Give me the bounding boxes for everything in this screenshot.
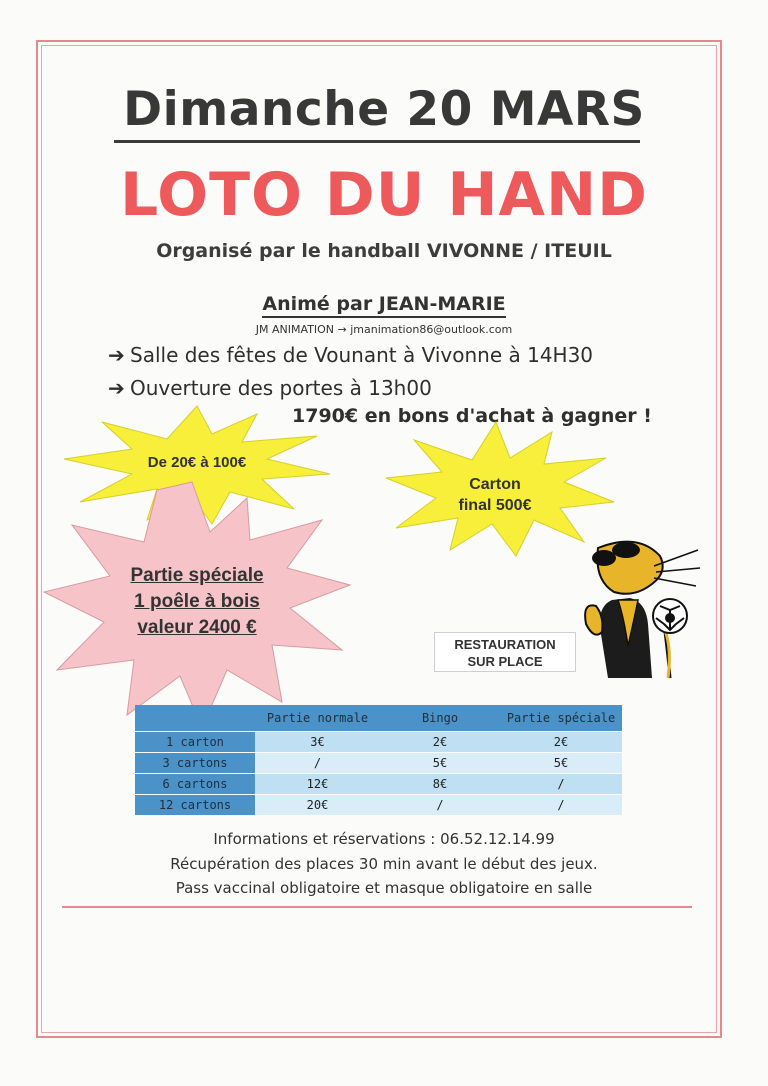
cell-normale: 12€ [255,774,380,794]
price-table-header [135,705,622,731]
cell-bingo: 5€ [380,753,500,773]
burst-special-text [92,563,302,641]
bottom-divider [62,906,692,908]
cell-normale: 3€ [255,732,380,752]
doors-text: Ouverture des portes à 13h00 [130,376,432,400]
restaurant-box [434,632,576,672]
event-date: Dimanche 20 MARS [123,82,645,137]
burst-final-line1: Carton [469,476,521,493]
organizer-line: Organisé par le handball VIVONNE / ITEUIL [156,240,612,262]
host-contact: JM ANIMATION → jmanimation86@outlook.com [255,323,513,336]
table-row [135,795,622,815]
cell-normale: 20€ [255,795,380,815]
handball-icon [653,599,687,633]
burst-special-line3: valeur 2400 € [137,617,257,638]
burst-final-line2: final 500€ [458,497,532,514]
info-pass: Pass vaccinal obligatoire et masque obligatoire en salle [175,879,593,897]
table-row [135,774,622,794]
venue-text: Salle des fêtes de Vounant à Vivonne à 14H30 [130,343,594,367]
burst-special-line2: 1 poêle à bois [134,591,260,612]
title-underline [114,140,640,143]
column-header-normale: Partie normale [255,705,380,731]
burst-special-line1: Partie spéciale [130,565,264,586]
arrow-right-icon: ➔ [108,343,125,367]
event-title: LOTO DU HAND [119,160,648,230]
table-row [135,732,622,752]
cell-speciale: 5€ [500,753,622,773]
cell-speciale: / [500,795,622,815]
host-name: Animé par JEAN-MARIE [262,293,505,318]
restaurant-line2: SUR PLACE [467,654,543,669]
cell-bingo: 8€ [380,774,500,794]
mascot-illustration [568,528,708,678]
arrow-right-icon: ➔ [108,376,125,400]
cell-bingo: 2€ [380,732,500,752]
column-header-bingo: Bingo [380,705,500,731]
table-row [135,753,622,773]
row-label: 1 carton [135,732,255,752]
column-header-speciale: Partie spéciale [500,705,622,731]
burst-final-text [420,474,570,516]
cell-speciale: 2€ [500,732,622,752]
venue-line [108,343,593,367]
prizes-line: 1790€ en bons d'achat à gagner ! [292,405,652,427]
column-header-empty [135,705,255,731]
cell-speciale: / [500,774,622,794]
row-label: 12 cartons [135,795,255,815]
price-table [135,704,622,816]
doors-line [108,376,432,400]
info-recuperation: Récupération des places 30 min avant le début des jeux. [170,855,598,873]
info-phone: Informations et réservations : 06.52.12.14.99 [213,830,555,848]
cell-bingo: / [380,795,500,815]
row-label: 6 cartons [135,774,255,794]
cell-normale: / [255,753,380,773]
restaurant-line1: RESTAURATION [454,637,556,652]
row-label: 3 cartons [135,753,255,773]
burst-range-text: De 20€ à 100€ [147,454,247,471]
host-line [0,293,768,315]
